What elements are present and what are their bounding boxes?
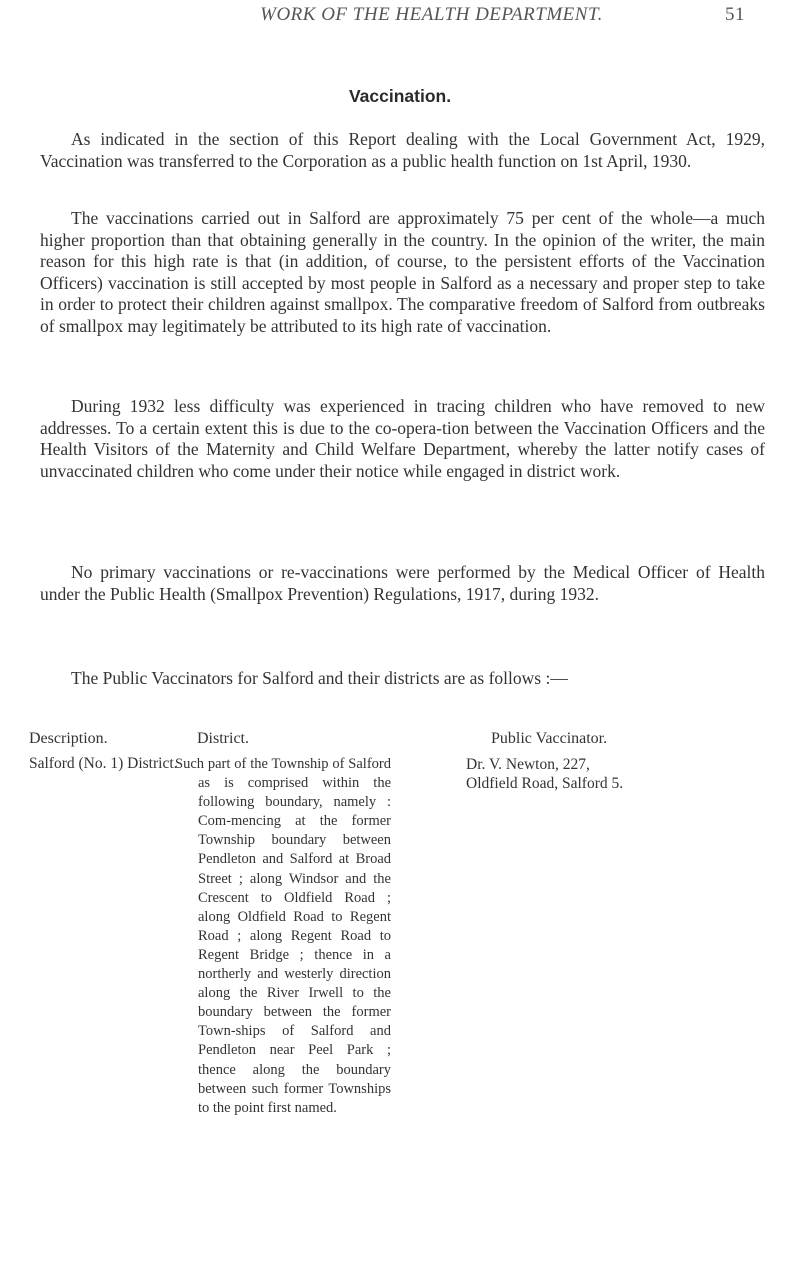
cell-district: Such part of the Township of Salford as is comprised within the following boundary, namely : Com-mencing at the former Township boundary between Pendleton and Salford at Broad Street ; along Windsor and the Crescent to Oldfield Road ; along Oldfield Road to Regent Road ; along Regent Road to Regent Bridge ; thence in a northerly and westerly direction along the River Irwell to the boundary between the former Town-ships of Salford and Pendleton near Peel Park ; thence along the boundary between such former Townships to the point first named. xyxy=(175,756,391,1116)
column-header-description: Description. xyxy=(29,730,108,747)
paragraph-3: During 1932 less difficulty was experienced in tracing children who have removed to new addresses. To a certain extent this is due to the co-opera-tion between the Vaccination Officers and the Health Visitors of the Maternity and Child Welfare Department, whereby the latter notify cases of unvaccinated children who come under their notice while engaged in district work. xyxy=(40,396,765,481)
cell-description: Salford (No. 1) District. xyxy=(29,755,178,772)
vaccinator-line-2: Oldfield Road, Salford 5. xyxy=(466,775,624,793)
column-header-district: District. xyxy=(197,730,249,747)
paragraph-4: No primary vaccinations or re-vaccinations were performed by the Medical Officer of Health under the Public Health (Smallpox Prevention) Regulations, 1917, during 1932. xyxy=(40,562,765,604)
paragraph-2: The vaccinations carried out in Salford are approximately 75 per cent of the whole—a much higher proportion than that obtaining generally in the country. In the opinion of the writer, the main reason for this high rate is that (in addition, of course, to the persistent efforts of the Vaccination Officers) vaccination is still accepted by most people in Salford as a necessary and proper step to take in order to protect their children against smallpox. The comparative freedom of Salford from outbreaks of smallpox may legitimately be attributed to its high rate of vaccination. xyxy=(40,208,765,336)
section-heading: Vaccination. xyxy=(348,86,452,106)
cell-vaccinator xyxy=(466,755,771,793)
paragraph-5: The Public Vaccinators for Salford and their districts are as follows :— xyxy=(71,668,568,688)
page-number: 51 xyxy=(725,4,745,25)
vaccinator-line-1: Dr. V. Newton, 227, xyxy=(466,756,590,773)
running-head-title: WORK OF THE HEALTH DEPARTMENT. xyxy=(260,4,603,25)
column-header-vaccinator: Public Vaccinator. xyxy=(491,730,608,747)
running-head xyxy=(118,4,745,34)
paragraph-1: As indicated in the section of this Report dealing with the Local Government Act, 1929, Vaccination was transferred to the Corporation as a public health function on 1st April, 1930. xyxy=(40,129,765,171)
